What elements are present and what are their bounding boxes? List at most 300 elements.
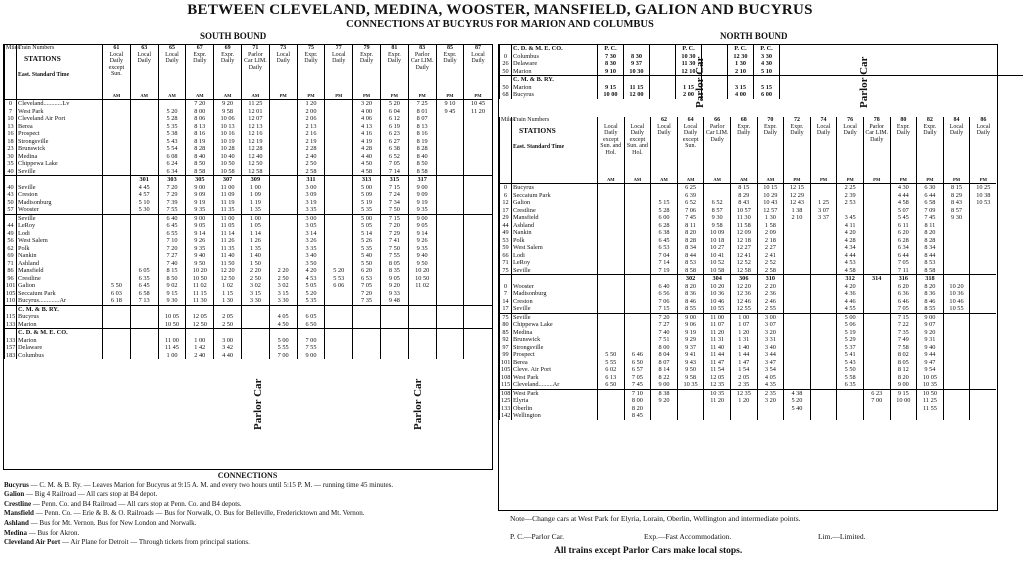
time-cell: 8 43: [943, 199, 970, 207]
time-cell: 3 20: [757, 329, 784, 337]
time-cell: [130, 222, 158, 230]
time-cell: [810, 359, 837, 367]
time-cell: 2 00: [676, 91, 702, 99]
time-cell: [436, 282, 464, 290]
time-cell: 10 46: [704, 298, 731, 306]
station-name: Ashland: [17, 260, 103, 268]
station-name: Wellington: [512, 412, 598, 420]
time-cell: 12 35: [730, 389, 757, 397]
time-cell: 5 50: [598, 351, 625, 359]
time-cell: 1 00: [241, 214, 269, 222]
mileage-cell: [5, 305, 17, 313]
time-cell: 6 25: [677, 184, 704, 192]
time-cell: 9 30: [943, 214, 970, 222]
time-cell: [651, 412, 678, 420]
time-cell: [408, 313, 436, 321]
time-cell: 11 44: [704, 351, 731, 359]
time-cell: [269, 329, 297, 337]
time-cell: [325, 329, 353, 337]
time-cell: [130, 237, 158, 245]
time-cell: 12 19: [241, 138, 269, 146]
time-cell: 12 20: [214, 267, 242, 275]
time-cell: [624, 298, 651, 306]
time-cell: [436, 275, 464, 283]
time-cell: [863, 336, 890, 344]
time-cell: [810, 184, 837, 192]
time-cell: [970, 298, 997, 306]
station-name: Marion: [512, 68, 598, 76]
time-cell: [464, 153, 492, 161]
time-cell: [863, 366, 890, 374]
time-cell: 12 40: [241, 153, 269, 161]
train-number-cell: 86: [970, 117, 997, 124]
time-cell: 6 39: [677, 192, 704, 200]
time-cell: [269, 108, 297, 116]
ampm-cell: AM: [624, 176, 651, 184]
time-cell: 9 20: [214, 100, 242, 108]
time-cell: 6 53: [651, 244, 678, 252]
time-cell: 4 00: [353, 108, 381, 116]
time-cell: [436, 176, 464, 184]
time-cell: [408, 329, 436, 337]
timetable-row: [5, 123, 492, 131]
time-cell: 6 19: [380, 123, 408, 131]
train-number-cell: 74: [810, 117, 837, 124]
time-cell: 6 18: [103, 297, 131, 305]
time-cell: 8 20: [624, 405, 651, 413]
mileage-cell: 71: [500, 259, 512, 267]
time-cell: 12 28: [241, 145, 269, 153]
time-cell: [103, 252, 131, 260]
mileage-cell: 0: [500, 184, 512, 192]
time-cell: [464, 237, 492, 245]
time-cell: 1 40: [730, 344, 757, 352]
time-cell: 10 35: [704, 389, 731, 397]
time-cell: 3 05: [297, 222, 325, 230]
timetable-row: [500, 381, 997, 389]
time-cell: [325, 115, 353, 123]
time-cell: [103, 191, 131, 199]
time-cell: 8 50: [158, 275, 186, 283]
station-name: Berea: [17, 123, 103, 131]
train-number-row: [5, 45, 492, 52]
mileage-cell: 125: [501, 397, 511, 405]
time-cell: 7 13: [130, 297, 158, 305]
time-cell: [598, 237, 625, 245]
time-cell: [464, 290, 492, 298]
time-cell: 10 40: [214, 153, 242, 161]
time-cell: 12 43: [784, 199, 811, 207]
time-cell: 1 50: [241, 260, 269, 268]
mileage-cell: 0: [500, 53, 512, 61]
time-cell: 9 40: [408, 252, 436, 260]
time-cell: [624, 290, 651, 298]
time-cell: [436, 145, 464, 153]
mileage-cell: 92: [500, 336, 512, 344]
time-cell: 3 15: [269, 290, 297, 298]
mileage-cell: 101: [501, 358, 511, 366]
time-cell: 2 50: [241, 275, 269, 283]
time-cell: [325, 199, 353, 207]
time-cell: [863, 298, 890, 306]
time-cell: 7 40: [158, 260, 186, 268]
time-cell: 7 58: [890, 344, 917, 352]
time-cell: [810, 313, 837, 321]
station-name: Galion: [512, 199, 598, 207]
time-cell: 10 27: [704, 244, 731, 252]
ampm-cell: PM: [297, 92, 325, 100]
mileage-cell: 183: [6, 351, 16, 359]
station-name: Lodi: [17, 230, 103, 238]
time-cell: 7 19: [651, 267, 678, 275]
change-note: Note—Change cars at West Park for Elyria, Lorain, Oberlin, Wellington and intermediate points.: [510, 514, 801, 523]
time-cell: 5 05: [353, 222, 381, 230]
lim-note: Lim.—Limited.: [818, 532, 866, 541]
time-cell: 5 40: [784, 405, 811, 413]
time-cell: 9 05: [186, 222, 214, 230]
time-cell: [464, 230, 492, 238]
time-cell: 9 41: [677, 351, 704, 359]
time-cell: 7 49: [890, 336, 917, 344]
mileage-cell: [500, 45, 512, 53]
time-cell: 2 20: [241, 267, 269, 275]
time-cell: 8 04: [651, 351, 678, 359]
train-number-cell: [598, 117, 625, 124]
time-cell: [754, 76, 780, 84]
time-cell: [325, 168, 353, 176]
time-cell: 10 05: [158, 313, 186, 321]
time-cell: [810, 397, 837, 405]
timetable-row: [5, 321, 492, 329]
time-cell: 10 45: [464, 100, 492, 108]
timetable-row: [500, 229, 997, 237]
time-cell: [943, 359, 970, 367]
time-cell: [863, 283, 890, 291]
time-cell: [624, 214, 651, 222]
time-cell: [436, 222, 464, 230]
time-cell: [624, 275, 651, 283]
time-cell: 8 28: [917, 237, 944, 245]
timetable-row: [500, 351, 997, 359]
time-cell: [784, 336, 811, 344]
time-cell: 7 34: [380, 199, 408, 207]
time-cell: 6 28: [651, 222, 678, 230]
train-number-cell: 75: [297, 45, 325, 52]
time-cell: [103, 222, 131, 230]
time-cell: [970, 290, 997, 298]
station-name: Bucyrus: [17, 313, 103, 321]
time-cell: [943, 313, 970, 321]
time-cell: 12 13: [241, 123, 269, 131]
north-top-section-row: [500, 76, 1023, 84]
time-cell: [353, 321, 381, 329]
station-name: Seville: [17, 214, 103, 222]
station-name: Wooster: [17, 206, 103, 214]
time-cell: [943, 259, 970, 267]
timetable-row: [5, 176, 492, 184]
time-cell: [269, 153, 297, 161]
time-cell: [863, 259, 890, 267]
time-cell: [353, 337, 381, 345]
time-cell: 8 55: [677, 305, 704, 313]
time-cell: 2 35: [757, 389, 784, 397]
north-bound-label: NORTH BOUND: [720, 31, 788, 41]
time-cell: [943, 389, 970, 397]
time-cell: 7 29: [380, 230, 408, 238]
time-cell: 11 09: [214, 191, 242, 199]
time-cell: 2 25: [837, 184, 864, 192]
time-cell: [784, 222, 811, 230]
time-cell: 9 15: [890, 389, 917, 397]
time-cell: 11 40: [704, 344, 731, 352]
time-cell: [380, 305, 408, 313]
mileage-cell: 133: [501, 404, 511, 412]
station-name: Cleve. Air Port: [512, 366, 598, 374]
time-cell: [863, 252, 890, 260]
time-cell: [103, 145, 131, 153]
time-cell: [970, 351, 997, 359]
time-cell: [103, 260, 131, 268]
time-cell: [598, 305, 625, 313]
time-cell: [325, 297, 353, 305]
ampm-cell: PM: [408, 92, 436, 100]
train-desc-cell: Local Daily except Sun.: [677, 124, 704, 176]
time-cell: 8 13: [408, 123, 436, 131]
train-desc-cell: Expr. Daily: [214, 52, 242, 92]
time-cell: 1 58: [757, 222, 784, 230]
time-cell: 2 46: [757, 298, 784, 306]
time-cell: 8 07: [408, 115, 436, 123]
time-cell: 3 02: [241, 282, 269, 290]
time-cell: 317: [408, 176, 436, 184]
time-cell: 7 04: [651, 252, 678, 260]
time-cell: 8 35: [380, 267, 408, 275]
station-name: Creston: [17, 191, 103, 199]
time-cell: 2 58: [297, 168, 325, 176]
time-cell: 8 55: [917, 305, 944, 313]
time-cell: [130, 313, 158, 321]
station-name: Seccaium Park: [17, 290, 103, 298]
time-cell: [943, 412, 970, 420]
time-cell: 12 09: [730, 229, 757, 237]
time-cell: 8 58: [186, 168, 214, 176]
time-cell: [325, 176, 353, 184]
time-cell: 5 19: [353, 199, 381, 207]
time-cell: [325, 108, 353, 116]
ampm-spacer: [512, 176, 598, 184]
time-cell: [863, 184, 890, 192]
station-name: Wooster: [512, 283, 598, 291]
time-cell: 5 06: [837, 321, 864, 329]
time-cell: [241, 352, 269, 360]
time-cell: 6 34: [158, 168, 186, 176]
timetable-row: [500, 397, 997, 405]
time-cell: 6 52: [704, 199, 731, 207]
time-cell: [784, 237, 811, 245]
station-name: Prospect: [17, 130, 103, 138]
time-cell: [677, 389, 704, 397]
time-cell: 1 38: [784, 207, 811, 215]
time-cell: 11 30: [730, 214, 757, 222]
mileage-cell: 7: [5, 108, 17, 116]
time-cell: 10 50: [186, 275, 214, 283]
mileage-cell: 142: [501, 412, 511, 420]
time-cell: [598, 267, 625, 275]
time-cell: 9 00: [677, 313, 704, 321]
time-cell: 4 28: [837, 237, 864, 245]
time-cell: [598, 229, 625, 237]
time-cell: 1 02: [214, 282, 242, 290]
mileage-cell: 50: [5, 199, 17, 207]
time-cell: 315: [380, 176, 408, 184]
time-cell: [325, 184, 353, 192]
time-cell: 3 47: [757, 359, 784, 367]
train-desc-cell: Expr. Daily: [186, 52, 214, 92]
time-cell: [464, 138, 492, 146]
time-cell: 4 20: [837, 283, 864, 291]
time-cell: [130, 168, 158, 176]
ampm-cell: PM: [464, 92, 492, 100]
time-cell: [810, 229, 837, 237]
time-cell: 3 19: [297, 199, 325, 207]
time-cell: 7 25: [408, 100, 436, 108]
time-cell: 4 40: [353, 153, 381, 161]
train-number-cell: 78: [863, 117, 890, 124]
time-cell: 6 24: [158, 160, 186, 168]
train-number-cell: 79: [353, 45, 381, 52]
time-cell: [130, 329, 158, 337]
time-cell: 5 14: [353, 230, 381, 238]
time-cell: 7 15: [380, 184, 408, 192]
time-cell: 7 45: [624, 381, 651, 389]
time-cell: [970, 405, 997, 413]
mileage-cell: 40: [5, 184, 17, 192]
time-cell: 8 34: [917, 244, 944, 252]
time-cell: [970, 207, 997, 215]
time-cell: 4 50: [353, 160, 381, 168]
time-cell: 8 05: [380, 260, 408, 268]
filler: [780, 84, 1023, 92]
time-cell: 5 54: [158, 145, 186, 153]
time-cell: 3 40: [297, 252, 325, 260]
time-cell: [943, 321, 970, 329]
time-cell: [943, 366, 970, 374]
time-cell: [408, 344, 436, 352]
timetable-row: [500, 336, 997, 344]
time-cell: 4 05: [757, 374, 784, 382]
time-cell: 11 14: [214, 230, 242, 238]
time-cell: [325, 100, 353, 108]
train-number-cell: 69: [214, 45, 242, 52]
est-label: East. Standard Time: [513, 144, 565, 151]
timetable-row: [5, 297, 492, 305]
time-cell: 10 36: [704, 290, 731, 298]
pc-cell: [702, 45, 728, 53]
timetable-row: [500, 252, 997, 260]
station-name: Marion: [512, 84, 598, 92]
time-cell: [784, 283, 811, 291]
time-cell: [863, 267, 890, 275]
station-name: LeRoy: [17, 222, 103, 230]
time-cell: 6 44: [890, 252, 917, 260]
station-name: Brunswick: [512, 336, 598, 344]
time-cell: 9 54: [917, 366, 944, 374]
timetable-row: [500, 214, 997, 222]
time-cell: 11 50: [214, 260, 242, 268]
time-cell: 7 14: [380, 168, 408, 176]
north-top-row: [500, 91, 1023, 99]
time-cell: [464, 282, 492, 290]
connection-line: [4, 490, 491, 500]
ampm-cell: AM: [598, 176, 625, 184]
time-cell: [810, 298, 837, 306]
train-number-cell: 84: [943, 117, 970, 124]
time-cell: 10 50: [214, 160, 242, 168]
time-cell: [130, 153, 158, 161]
train-number-cell: 66: [704, 117, 731, 124]
train-number-cell: 65: [158, 45, 186, 52]
time-cell: 6 30: [917, 184, 944, 192]
parlor-car-label-south-2: Parlor Car: [412, 378, 424, 430]
time-cell: 4 46: [837, 298, 864, 306]
time-cell: [970, 222, 997, 230]
time-cell: [436, 290, 464, 298]
time-cell: [464, 344, 492, 352]
time-cell: 2 36: [757, 290, 784, 298]
time-cell: 9 33: [380, 290, 408, 298]
time-cell: 12 36: [730, 290, 757, 298]
time-cell: [624, 76, 650, 84]
time-cell: 7 55: [380, 252, 408, 260]
time-cell: 2 20: [757, 283, 784, 291]
time-cell: 7 10: [158, 237, 186, 245]
timetable-row: [5, 184, 492, 192]
time-cell: 8 12: [890, 366, 917, 374]
mileage-cell: 80: [500, 321, 512, 329]
time-cell: [784, 290, 811, 298]
time-cell: 7 27: [651, 321, 678, 329]
pc-cell: P. C.: [598, 45, 624, 53]
time-cell: 4 53: [837, 259, 864, 267]
time-cell: 11 40: [214, 252, 242, 260]
time-cell: 304: [704, 275, 731, 283]
station-name: Marion: [17, 321, 103, 329]
time-cell: 7 06: [677, 207, 704, 215]
train-desc-cell: Local Daily: [130, 52, 158, 92]
time-cell: 2 05: [730, 374, 757, 382]
time-cell: 8 00: [624, 397, 651, 405]
ampm-cell: PM: [325, 92, 353, 100]
time-cell: [624, 283, 651, 291]
time-cell: [103, 123, 131, 131]
time-cell: 9 05: [380, 275, 408, 283]
station-name: West Salem: [512, 244, 598, 252]
time-cell: 4 20: [837, 229, 864, 237]
time-cell: 11 00: [158, 337, 186, 345]
station-name: Lodi: [512, 252, 598, 260]
time-cell: 9 00: [651, 381, 678, 389]
time-cell: 6 23: [863, 389, 890, 397]
time-cell: 1 00: [158, 352, 186, 360]
time-cell: [730, 405, 757, 413]
time-cell: 9 35: [408, 206, 436, 214]
time-cell: [624, 259, 651, 267]
mileage-cell: 96: [5, 275, 17, 283]
train-desc-cell: Parlor Car LIM. Daily: [241, 52, 269, 92]
time-cell: 1 19: [241, 199, 269, 207]
time-cell: [810, 283, 837, 291]
station-name: Prospect: [512, 351, 598, 359]
